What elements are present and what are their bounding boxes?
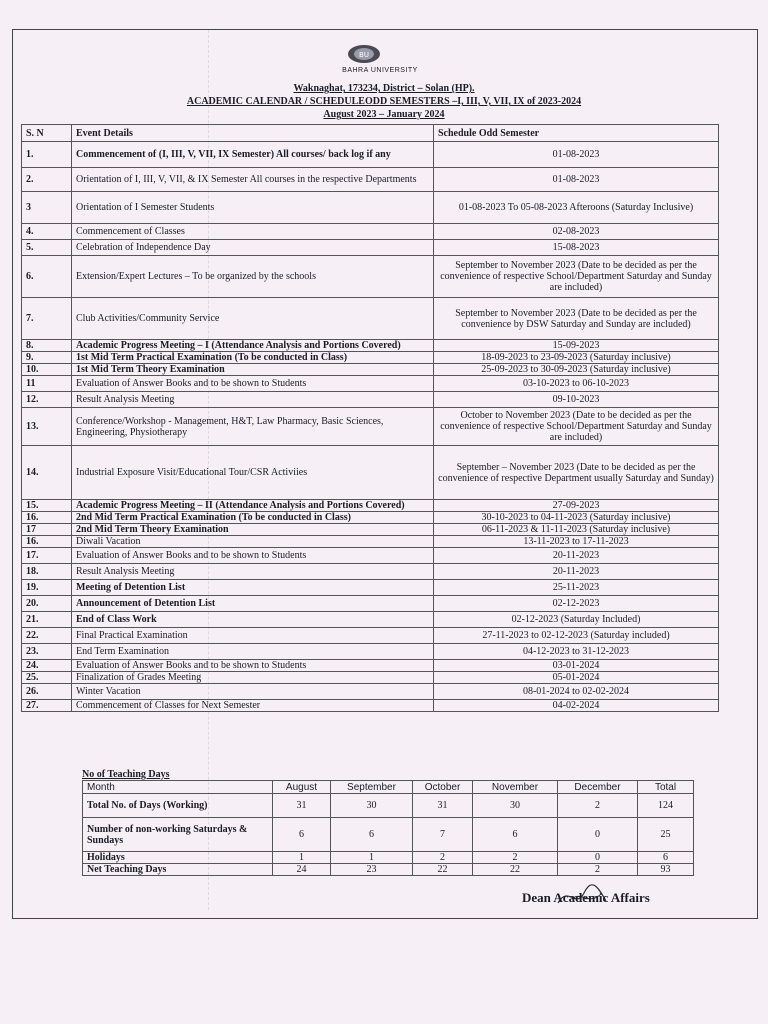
- schedule-date: 18-09-2023 to 23-09-2023 (Saturday inclusive): [434, 352, 719, 364]
- row-serial-number: 6.: [22, 256, 72, 298]
- row-serial-number: 17: [22, 524, 72, 536]
- teaching-cell: 22: [473, 864, 558, 876]
- schedule-date: 13-11-2023 to 17-11-2023: [434, 536, 719, 548]
- table-row: [22, 684, 719, 700]
- schedule-date: 02-12-2023 (Saturday Included): [434, 612, 719, 628]
- row-serial-number: 19.: [22, 580, 72, 596]
- schedule-date: 09-10-2023: [434, 392, 719, 408]
- event-detail: Meeting of Detention List: [72, 580, 434, 596]
- column-header-event: Event Details: [72, 125, 434, 142]
- teaching-cell: 23: [331, 864, 413, 876]
- teaching-cell: September: [331, 781, 413, 794]
- event-detail: Orientation of I, III, V, VII, & IX Semester All courses in the respective Departments: [72, 168, 434, 192]
- table-row: [22, 564, 719, 580]
- schedule-date: September – November 2023 (Date to be decided as per the convenience of respective Department usually Saturday and Sunday): [434, 446, 719, 500]
- row-serial-number: 22.: [22, 628, 72, 644]
- table-row: [22, 596, 719, 612]
- event-detail: Winter Vacation: [72, 684, 434, 700]
- schedule-date: 01-08-2023: [434, 168, 719, 192]
- event-detail: Academic Progress Meeting – II (Attendance Analysis and Portions Covered): [72, 500, 434, 512]
- event-detail: Extension/Expert Lectures – To be organized by the schools: [72, 256, 434, 298]
- teaching-cell: 25: [638, 818, 694, 852]
- teaching-cell: 93: [638, 864, 694, 876]
- event-detail: Evaluation of Answer Books and to be shown to Students: [72, 660, 434, 672]
- teaching-row-label: Total No. of Days (Working): [83, 794, 273, 818]
- schedule-date: 15-09-2023: [434, 340, 719, 352]
- event-detail: 1st Mid Term Practical Examination (To be conducted in Class): [72, 352, 434, 364]
- teaching-row: [83, 818, 694, 852]
- row-serial-number: 18.: [22, 564, 72, 580]
- table-row: [22, 298, 719, 340]
- schedule-date: 25-11-2023: [434, 580, 719, 596]
- event-detail: Announcement of Detention List: [72, 596, 434, 612]
- teaching-cell: 7: [413, 818, 473, 852]
- teaching-cell: 0: [558, 852, 638, 864]
- table-row: [22, 672, 719, 684]
- row-serial-number: 20.: [22, 596, 72, 612]
- schedule-date: September to November 2023 (Date to be decided as per the convenience by DSW Saturday and Sunday are included): [434, 298, 719, 340]
- row-serial-number: 16.: [22, 536, 72, 548]
- teaching-cell: 1: [331, 852, 413, 864]
- event-detail: Final Practical Examination: [72, 628, 434, 644]
- table-row: [22, 536, 719, 548]
- teaching-cell: 2: [558, 864, 638, 876]
- teaching-row-label: Holidays: [83, 852, 273, 864]
- schedule-date: October to November 2023 (Date to be decided as per the convenience of respective School/Department Saturday and Sunday are included): [434, 408, 719, 446]
- schedule-date: 06-11-2023 & 11-11-2023 (Saturday inclusive): [434, 524, 719, 536]
- row-serial-number: 17.: [22, 548, 72, 564]
- table-row: [22, 548, 719, 564]
- teaching-row: [83, 852, 694, 864]
- table-row: [22, 512, 719, 524]
- teaching-cell: 31: [273, 794, 331, 818]
- row-serial-number: 16.: [22, 512, 72, 524]
- teaching-row: [83, 864, 694, 876]
- teaching-cell: Total: [638, 781, 694, 794]
- row-serial-number: 24.: [22, 660, 72, 672]
- calendar-period: August 2023 – January 2024: [323, 109, 445, 120]
- schedule-date: 03-10-2023 to 06-10-2023: [434, 376, 719, 392]
- schedule-date: 02-08-2023: [434, 224, 719, 240]
- schedule-date: 27-09-2023: [434, 500, 719, 512]
- row-serial-number: 26.: [22, 684, 72, 700]
- event-detail: Commencement of Classes: [72, 224, 434, 240]
- table-row: [22, 700, 719, 712]
- event-detail: Result Analysis Meeting: [72, 564, 434, 580]
- row-serial-number: 11: [22, 376, 72, 392]
- teaching-cell: 31: [413, 794, 473, 818]
- teaching-cell: October: [413, 781, 473, 794]
- teaching-cell: 30: [331, 794, 413, 818]
- schedule-date: 01-08-2023 To 05-08-2023 Afteroons (Saturday Inclusive): [434, 192, 719, 224]
- teaching-cell: 22: [413, 864, 473, 876]
- teaching-row-label: Number of non-working Saturdays & Sundays: [83, 818, 273, 852]
- schedule-date: 03-01-2024: [434, 660, 719, 672]
- table-row: [22, 500, 719, 512]
- row-serial-number: 2.: [22, 168, 72, 192]
- event-detail: 1st Mid Term Theory Examination: [72, 364, 434, 376]
- schedule-date: 15-08-2023: [434, 240, 719, 256]
- teaching-cell: December: [558, 781, 638, 794]
- table-row: [22, 392, 719, 408]
- signatory-title: Dean Academic Affairs: [522, 890, 650, 905]
- schedule-date: 04-02-2024: [434, 700, 719, 712]
- row-serial-number: 10.: [22, 364, 72, 376]
- academic-calendar-table: [21, 124, 719, 712]
- table-row: [22, 580, 719, 596]
- row-serial-number: 8.: [22, 340, 72, 352]
- row-serial-number: 14.: [22, 446, 72, 500]
- table-row: [22, 628, 719, 644]
- teaching-cell: 0: [558, 818, 638, 852]
- table-row: [22, 224, 719, 240]
- address-line: Waknaghat, 173234, District – Solan (HP).: [293, 83, 475, 94]
- table-row: [22, 352, 719, 364]
- event-detail: Industrial Exposure Visit/Educational Tour/CSR Activiies: [72, 446, 434, 500]
- calendar-rows: [22, 142, 719, 712]
- event-detail: Academic Progress Meeting – I (Attendance Analysis and Portions Covered): [72, 340, 434, 352]
- table-row: [22, 364, 719, 376]
- column-header-sn: S. N: [22, 125, 72, 142]
- teaching-cell: 30: [473, 794, 558, 818]
- teaching-days-title: No of Teaching Days: [82, 769, 170, 780]
- event-detail: Club Activities/Community Service: [72, 298, 434, 340]
- teaching-cell: November: [473, 781, 558, 794]
- teaching-cell: 2: [413, 852, 473, 864]
- row-serial-number: 25.: [22, 672, 72, 684]
- table-row: [22, 660, 719, 672]
- teaching-cell: 6: [473, 818, 558, 852]
- teaching-days-table: [82, 780, 694, 876]
- event-detail: Commencement of Classes for Next Semester: [72, 700, 434, 712]
- event-detail: Finalization of Grades Meeting: [72, 672, 434, 684]
- row-serial-number: 13.: [22, 408, 72, 446]
- event-detail: 2nd Mid Term Practical Examination (To be conducted in Class): [72, 512, 434, 524]
- svg-text:BU: BU: [359, 51, 369, 59]
- schedule-date: 30-10-2023 to 04-11-2023 (Saturday inclusive): [434, 512, 719, 524]
- schedule-date: September to November 2023 (Date to be decided as per the convenience of respective School/Department Saturday and Sunday are included): [434, 256, 719, 298]
- schedule-date: 05-01-2024: [434, 672, 719, 684]
- row-serial-number: 1.: [22, 142, 72, 168]
- schedule-date: 04-12-2023 to 31-12-2023: [434, 644, 719, 660]
- row-serial-number: 27.: [22, 700, 72, 712]
- table-row: [22, 644, 719, 660]
- event-detail: End Term Examination: [72, 644, 434, 660]
- row-serial-number: 5.: [22, 240, 72, 256]
- teaching-row: [83, 794, 694, 818]
- row-serial-number: 9.: [22, 352, 72, 364]
- teaching-cell: 124: [638, 794, 694, 818]
- teaching-cell: 24: [273, 864, 331, 876]
- schedule-date: 08-01-2024 to 02-02-2024: [434, 684, 719, 700]
- teaching-cell: 2: [558, 794, 638, 818]
- event-detail: Evaluation of Answer Books and to be shown to Students: [72, 376, 434, 392]
- table-row: [22, 142, 719, 168]
- teaching-cell: 6: [331, 818, 413, 852]
- event-detail: Evaluation of Answer Books and to be shown to Students: [72, 548, 434, 564]
- teaching-cell: 6: [273, 818, 331, 852]
- teaching-header-row: [83, 781, 694, 794]
- schedule-date: 20-11-2023: [434, 564, 719, 580]
- calendar-title: ACADEMIC CALENDAR / SCHEDULEODD SEMESTERS –I, III, V, VII, IX of 2023-2024: [186, 96, 582, 107]
- row-serial-number: 3: [22, 192, 72, 224]
- row-serial-number: 7.: [22, 298, 72, 340]
- event-detail: End of Class Work: [72, 612, 434, 628]
- table-header-row: [22, 125, 719, 142]
- university-name: BAHRA UNIVERSITY: [342, 67, 418, 74]
- table-row: [22, 192, 719, 224]
- teaching-cell: 6: [638, 852, 694, 864]
- event-detail: Commencement of (I, III, V, VII, IX Semester) All courses/ back log if any: [72, 142, 434, 168]
- event-detail: Orientation of I Semester Students: [72, 192, 434, 224]
- schedule-date: 02-12-2023: [434, 596, 719, 612]
- row-serial-number: 15.: [22, 500, 72, 512]
- table-row: [22, 612, 719, 628]
- table-row: [22, 408, 719, 446]
- event-detail: 2nd Mid Term Theory Examination: [72, 524, 434, 536]
- table-row: [22, 240, 719, 256]
- table-row: [22, 524, 719, 536]
- teaching-cell: 2: [473, 852, 558, 864]
- schedule-date: 27-11-2023 to 02-12-2023 (Saturday included): [434, 628, 719, 644]
- event-detail: Result Analysis Meeting: [72, 392, 434, 408]
- row-serial-number: 12.: [22, 392, 72, 408]
- table-row: [22, 446, 719, 500]
- university-logo-icon: [347, 44, 381, 64]
- column-header-schedule: Schedule Odd Semester: [434, 125, 719, 142]
- teaching-cell: August: [273, 781, 331, 794]
- event-detail: Diwali Vacation: [72, 536, 434, 548]
- teaching-row-label: Net Teaching Days: [83, 864, 273, 876]
- teaching-cell: 1: [273, 852, 331, 864]
- event-detail: Celebration of Independence Day: [72, 240, 434, 256]
- table-row: [22, 376, 719, 392]
- teaching-row-label: Month: [83, 781, 273, 794]
- table-row: [22, 256, 719, 298]
- schedule-date: 01-08-2023: [434, 142, 719, 168]
- table-row: [22, 340, 719, 352]
- schedule-date: 25-09-2023 to 30-09-2023 (Saturday inclusive): [434, 364, 719, 376]
- row-serial-number: 23.: [22, 644, 72, 660]
- table-row: [22, 168, 719, 192]
- row-serial-number: 21.: [22, 612, 72, 628]
- row-serial-number: 4.: [22, 224, 72, 240]
- event-detail: Conference/Workshop - Management, H&T, Law Pharmacy, Basic Sciences, Engineering, Physiotherapy: [72, 408, 434, 446]
- schedule-date: 20-11-2023: [434, 548, 719, 564]
